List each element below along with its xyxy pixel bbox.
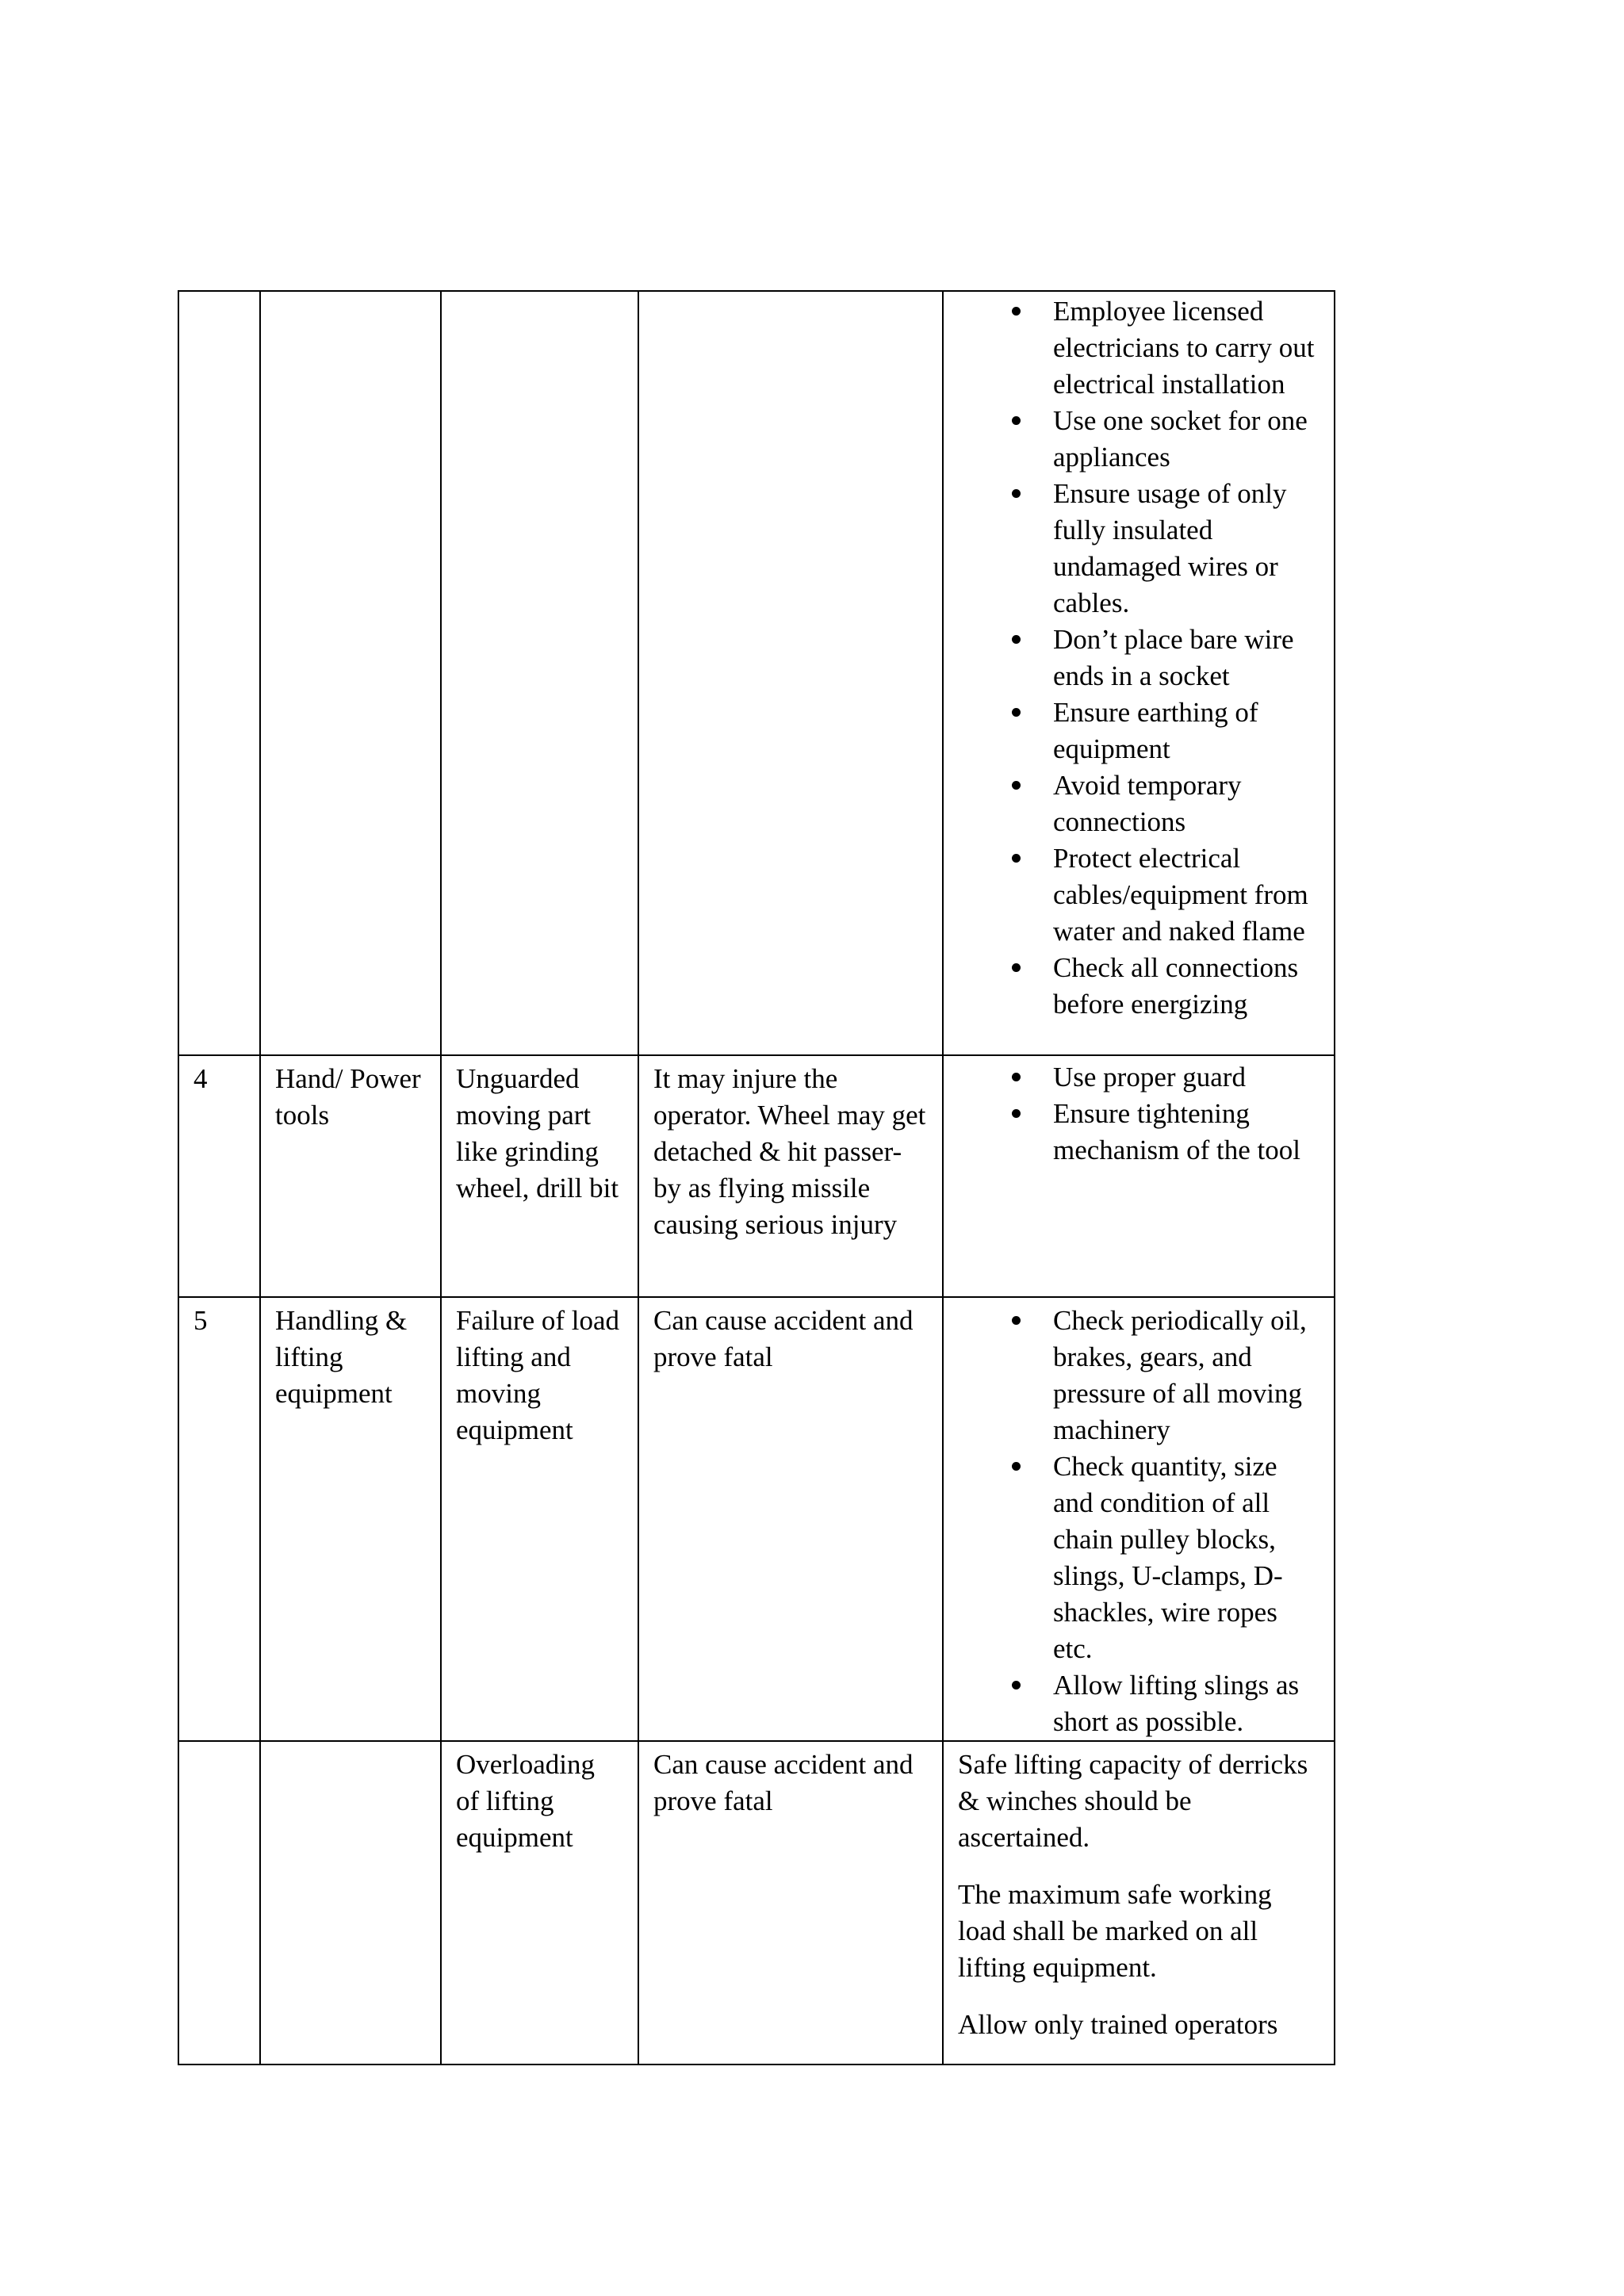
list-item: Check quantity, size and condition of all chain pulley blocks, slings, U-clamps, D-shackles, wire ropes etc. <box>1053 1448 1320 1667</box>
list-item: Check periodically oil, brakes, gears, and pressure of all moving machinery <box>1053 1303 1320 1448</box>
hazard-cell: Failure of load lifting and moving equipment <box>441 1297 638 1741</box>
activity-cell: Hand/ Power tools <box>260 1055 441 1297</box>
serial-number-cell: 4 <box>178 1055 260 1297</box>
list-item: Don’t place bare wire ends in a socket <box>1053 622 1320 695</box>
list-item: Allow lifting slings as short as possible. <box>1053 1667 1320 1740</box>
activity-cell <box>260 291 441 1055</box>
serial-number-cell: 5 <box>178 1297 260 1741</box>
list-item: Ensure earthing of equipment <box>1053 695 1320 767</box>
list-item: Ensure usage of only fully insulated undamaged wires or cables. <box>1053 476 1320 622</box>
controls-cell <box>943 1297 1335 1741</box>
control-paragraph: The maximum safe working load shall be marked on all lifting equipment. <box>958 1879 1272 1983</box>
effect-cell <box>638 291 943 1055</box>
activity-cell <box>260 1741 441 2064</box>
control-paragraph: Safe lifting capacity of derricks & winches should be ascertained. <box>958 1749 1308 1853</box>
serial-number-cell <box>178 291 260 1055</box>
list-item: Check all connections before energizing <box>1053 950 1320 1023</box>
effect-cell: Can cause accident and prove fatal <box>638 1741 943 2064</box>
table-row <box>178 1741 1335 2064</box>
controls-list <box>958 1059 1320 1169</box>
control-paragraph: Allow only trained operators <box>958 2009 1278 2040</box>
serial-number-cell <box>178 1741 260 2064</box>
list-item: Use proper guard <box>1053 1059 1320 1096</box>
effect-cell: It may injure the operator. Wheel may get detached & hit passer-by as flying missile causing serious injury <box>638 1055 943 1297</box>
table-row <box>178 1297 1335 1741</box>
controls-cell <box>943 1055 1335 1297</box>
list-item: Protect electrical cables/equipment from water and naked flame <box>1053 840 1320 950</box>
table-row <box>178 1055 1335 1297</box>
hazard-cell <box>441 291 638 1055</box>
activity-cell: Handling & lifting equipment <box>260 1297 441 1741</box>
hazard-cell: Overloading of lifting equipment <box>441 1741 638 2064</box>
hazard-table <box>178 290 1335 2065</box>
table-row <box>178 291 1335 1055</box>
list-item: Employee licensed electricians to carry out electrical installation <box>1053 293 1320 403</box>
controls-cell <box>943 291 1335 1055</box>
list-item: Use one socket for one appliances <box>1053 403 1320 476</box>
hazard-cell: Unguarded moving part like grinding wheel, drill bit <box>441 1055 638 1297</box>
effect-cell: Can cause accident and prove fatal <box>638 1297 943 1741</box>
list-item: Ensure tightening mechanism of the tool <box>1053 1096 1320 1169</box>
controls-list <box>958 293 1320 1023</box>
controls-cell <box>943 1741 1335 2064</box>
list-item: Avoid temporary connections <box>1053 767 1320 840</box>
controls-list <box>958 1303 1320 1740</box>
